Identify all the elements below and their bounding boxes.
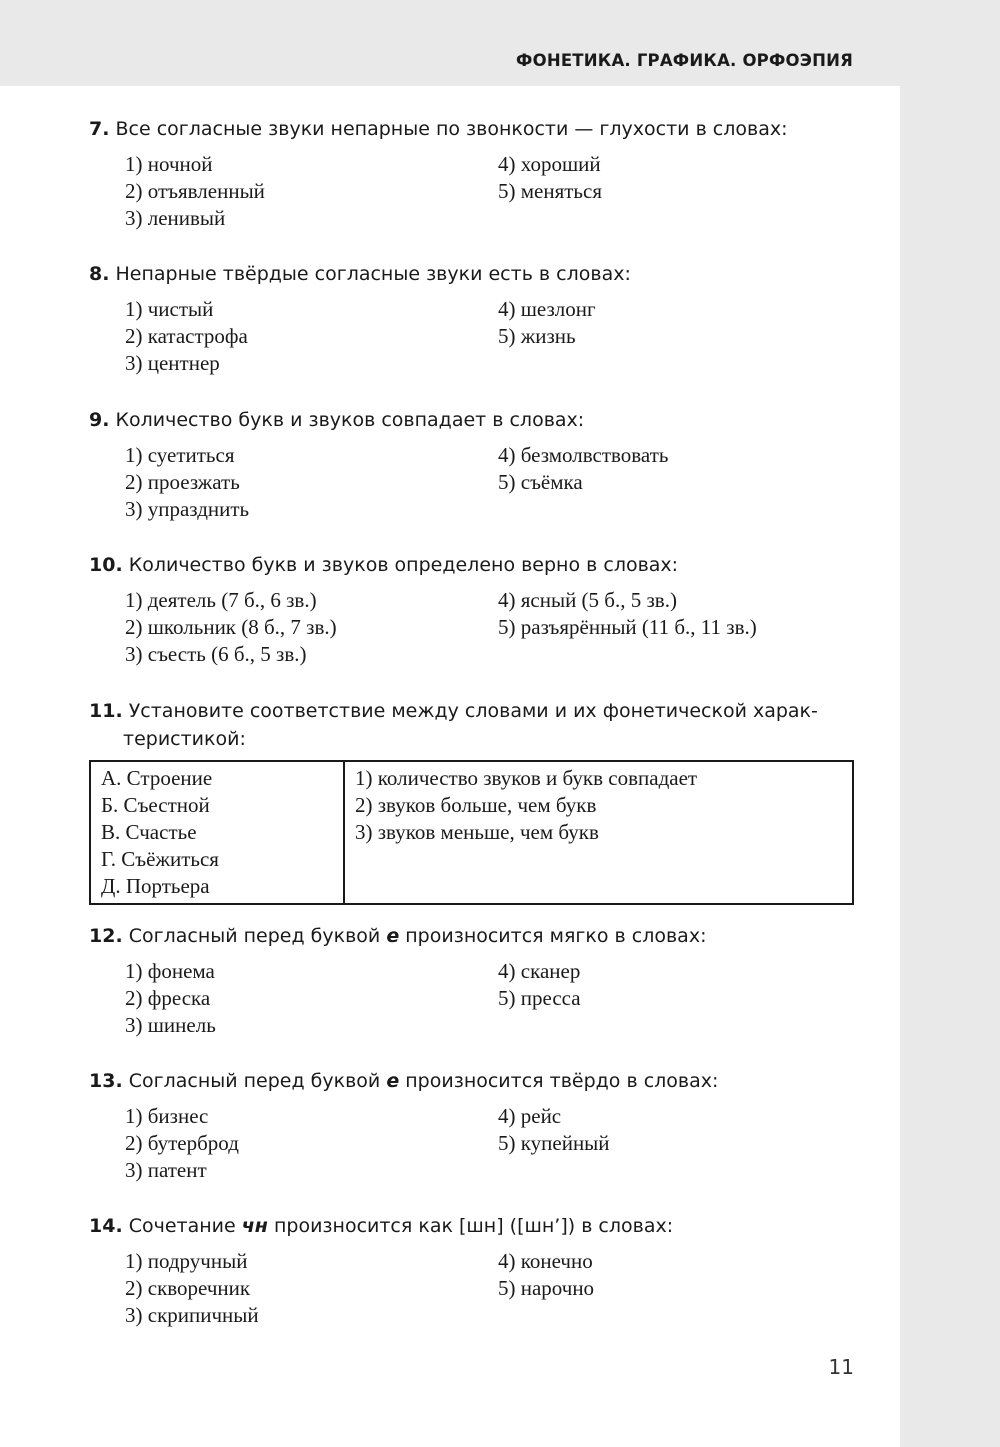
question-text-before: Согласный перед буквой — [128, 925, 387, 947]
option-3: 3) шинель — [125, 1013, 216, 1037]
option-2: 2) бутерброд — [125, 1131, 239, 1155]
option-5: 5) нарочно — [498, 1276, 595, 1300]
matching-table — [89, 760, 854, 905]
question-11 — [89, 697, 855, 753]
characteristic-2: 2) звуков больше, чем букв — [355, 793, 597, 817]
answer-options — [125, 442, 855, 523]
option-5: 5) купейный — [498, 1131, 610, 1155]
option-4: 4) сканер — [498, 959, 581, 983]
question-number: 8. — [89, 263, 110, 285]
option-5: 5) разъярённый (11 б., 11 зв.) — [498, 615, 757, 639]
option-3: 3) ленивый — [125, 206, 226, 230]
running-head: ФОНЕТИКА. ГРАФИКА. ОРФОЭПИЯ — [516, 51, 853, 70]
question-title — [89, 922, 855, 950]
characteristics-column — [344, 761, 853, 904]
question-text-before: Согласный перед буквой — [128, 1070, 387, 1092]
question-number: 12. — [89, 925, 123, 947]
option-5: 5) меняться — [498, 179, 602, 203]
question-text-continuation: теристикой: — [123, 728, 246, 750]
answer-options — [125, 151, 855, 232]
question-number: 11. — [89, 700, 123, 722]
answer-options — [125, 1103, 855, 1184]
option-2: 2) отъявленный — [125, 179, 265, 203]
question-text-after: произносится мягко в словах: — [399, 925, 707, 947]
question-13 — [89, 1067, 855, 1184]
question-title — [89, 551, 855, 579]
option-4: 4) шезлонг — [498, 297, 596, 321]
option-1: 1) фонема — [125, 959, 215, 983]
question-7 — [89, 115, 855, 232]
question-number: 13. — [89, 1070, 123, 1092]
word-e: Д. Портьера — [101, 874, 210, 898]
page-number: 11 — [828, 1355, 854, 1379]
word-b: Б. Съестной — [101, 793, 210, 817]
page-gutter — [900, 86, 1000, 1447]
words-column — [90, 761, 344, 904]
word-c: В. Счастье — [101, 820, 197, 844]
question-number: 9. — [89, 409, 110, 431]
option-1: 1) суетиться — [125, 443, 235, 467]
question-title — [89, 1212, 855, 1240]
question-text: Количество букв и звуков совпадает в словах: — [115, 409, 585, 431]
option-3: 3) упразднить — [125, 497, 250, 521]
answer-options — [125, 958, 855, 1039]
option-2: 2) скворечник — [125, 1276, 251, 1300]
option-3: 3) патент — [125, 1158, 207, 1182]
question-text: Установите соответствие между словами и их фонетической харак- — [128, 700, 818, 722]
answer-options — [125, 587, 855, 668]
question-12 — [89, 922, 855, 1039]
option-1: 1) чистый — [125, 297, 214, 321]
question-14 — [89, 1212, 855, 1329]
question-8 — [89, 260, 855, 377]
option-2: 2) проезжать — [125, 470, 240, 494]
question-text: Непарные твёрдые согласные звуки есть в словах: — [115, 263, 631, 285]
option-4: 4) конечно — [498, 1249, 593, 1273]
question-number: 7. — [89, 118, 110, 140]
question-title — [89, 406, 855, 434]
question-text-before: Сочетание — [128, 1215, 242, 1237]
option-4: 4) хороший — [498, 152, 601, 176]
option-5: 5) пресса — [498, 986, 581, 1010]
option-1: 1) подручный — [125, 1249, 248, 1273]
question-text-after: произносится твёрдо в словах: — [399, 1070, 719, 1092]
question-10 — [89, 551, 855, 668]
question-number: 10. — [89, 554, 123, 576]
question-text-after: произносится как [шн] ([шн’]) в словах: — [267, 1215, 674, 1237]
answer-options — [125, 1248, 855, 1329]
option-3: 3) съесть (6 б., 5 зв.) — [125, 642, 307, 666]
option-5: 5) съёмка — [498, 470, 583, 494]
option-3: 3) скрипичный — [125, 1303, 259, 1327]
question-number: 14. — [89, 1215, 123, 1237]
option-4: 4) безмолвствовать — [498, 443, 669, 467]
option-2: 2) фреска — [125, 986, 211, 1010]
question-text: Количество букв и звуков определено верно в словах: — [128, 554, 679, 576]
characteristic-1: 1) количество звуков и букв совпадает — [355, 766, 698, 790]
question-title — [89, 1067, 855, 1095]
emphasized-letter: е — [386, 1070, 400, 1092]
header-band — [0, 0, 1000, 86]
word-a: А. Строение — [101, 766, 213, 790]
emphasized-letter: е — [386, 925, 400, 947]
option-1: 1) ночной — [125, 152, 213, 176]
word-d: Г. Съёжиться — [101, 847, 219, 871]
characteristic-3: 3) звуков меньше, чем букв — [355, 820, 599, 844]
option-2: 2) катастрофа — [125, 324, 248, 348]
question-title — [89, 697, 855, 753]
option-3: 3) центнер — [125, 351, 220, 375]
question-title — [89, 115, 855, 143]
emphasized-letters: чн — [241, 1215, 268, 1237]
question-9 — [89, 406, 855, 523]
answer-options — [125, 296, 855, 377]
question-title — [89, 260, 855, 288]
option-2: 2) школьник (8 б., 7 зв.) — [125, 615, 337, 639]
option-4: 4) ясный (5 б., 5 зв.) — [498, 588, 677, 612]
option-1: 1) бизнес — [125, 1104, 209, 1128]
question-text: Все согласные звуки непарные по звонкости — глухости в словах: — [115, 118, 788, 140]
option-1: 1) деятель (7 б., 6 зв.) — [125, 588, 317, 612]
option-4: 4) рейс — [498, 1104, 562, 1128]
option-5: 5) жизнь — [498, 324, 576, 348]
